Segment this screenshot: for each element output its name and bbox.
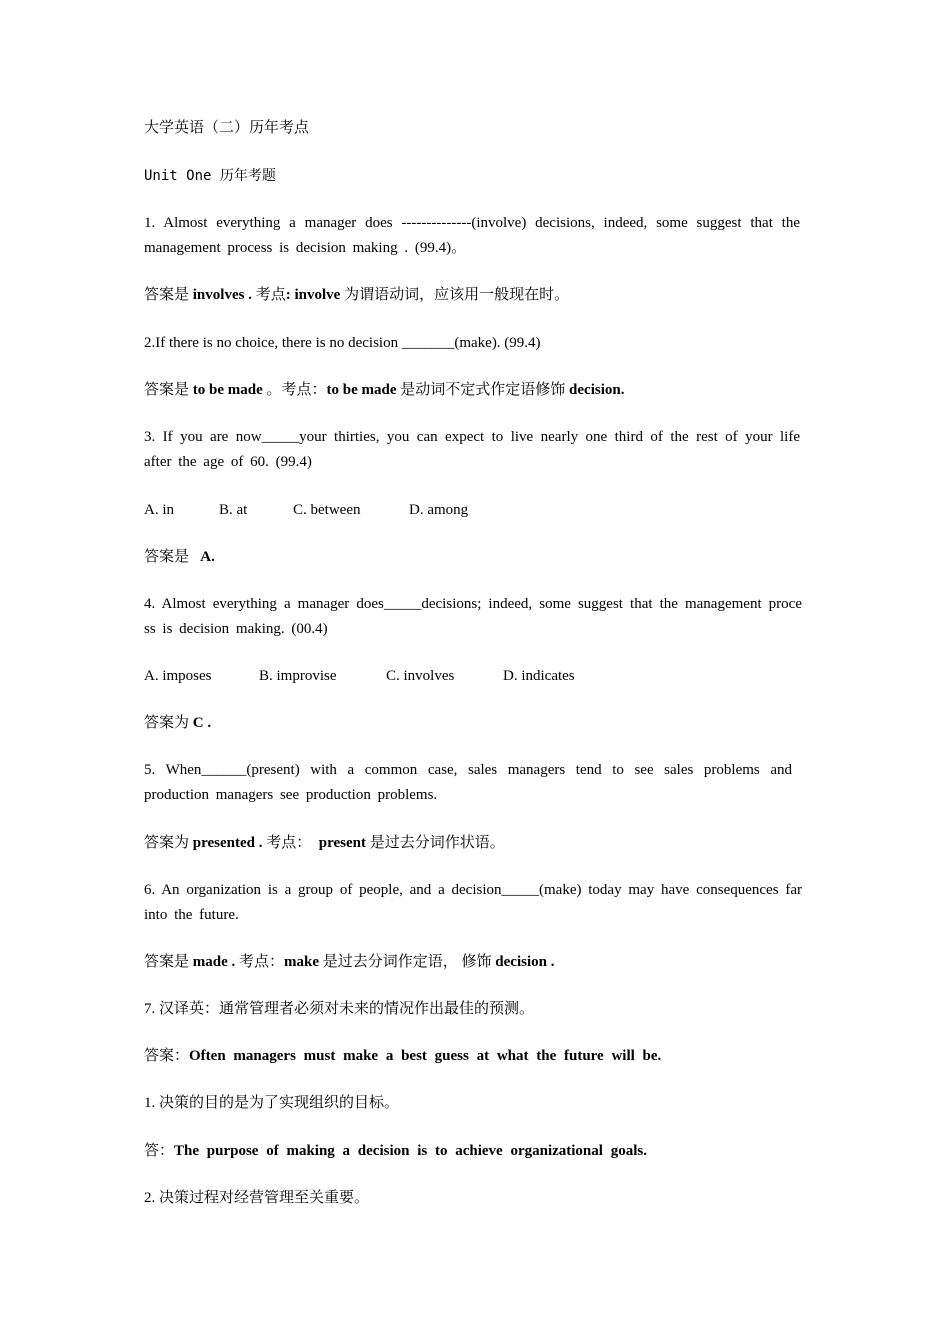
option-d: D. indicates	[503, 668, 575, 684]
option-d: D. among	[409, 502, 469, 518]
translation-1: 1. 决策的目的是为了实现组织的目标。	[144, 1095, 400, 1111]
answer-2: 答案是 to be made 。考点：to be made 是动词不定式作定语修饰 decision.	[144, 382, 625, 398]
option-b: B. at	[219, 502, 248, 518]
answer-7: 答案：Often managers must make a best guess at what the future will be.	[144, 1048, 662, 1064]
question-4: 4. Almost everything a manager does_____decisions; indeed, some suggest that the management process is decision making. (00.4)	[144, 596, 802, 637]
options-4	[144, 664, 804, 689]
question-5: 5. When______(present) with a common case, sales managers tend to see sales problems and production managers see production problems.	[144, 762, 792, 803]
translation-1-answer: 答：The purpose of making a decision is to achieve organizational goals.	[144, 1143, 647, 1159]
option-c: C. involves	[386, 668, 455, 684]
options-3	[144, 498, 804, 523]
answer-4: 答案为 C .	[144, 715, 212, 731]
answer-5: 答案为 presented . 考点： present 是过去分词作状语。	[144, 835, 505, 851]
question-7: 7. 汉译英：通常管理者必须对未来的情况作出最佳的预测。	[144, 1001, 535, 1017]
doc-title: 大学英语（二）历年考点	[144, 120, 310, 136]
question-6: 6. An organization is a group of people, and a decision_____(make) today may have consequences far into the future.	[144, 882, 802, 923]
option-c: C. between	[293, 502, 361, 518]
option-b: B. improvise	[259, 668, 337, 684]
question-3: 3. If you are now_____your thirties, you can expect to live nearly one third of the rest of your life after the age of 60. (99.4)	[144, 429, 800, 470]
question-2: 2.If there is no choice, there is no decision _______(make). (99.4)	[144, 335, 541, 351]
answer-1: 答案是 involves . 考点: involve 为谓语动词，应该用一般现在时。	[144, 287, 570, 303]
unit-heading: Unit One 历年考题	[144, 168, 276, 184]
translation-2: 2. 决策过程对经营管理至关重要。	[144, 1190, 370, 1206]
option-a: A. in	[144, 502, 174, 518]
answer-6: 答案是 made . 考点：make 是过去分词作定语， 修饰 decision .	[144, 954, 555, 970]
question-1: 1. Almost everything a manager does --------------(involve) decisions, indeed, some suggest that the management process is decision making . (99.4)。	[144, 215, 800, 256]
option-a: A. imposes	[144, 668, 212, 684]
answer-3: 答案是 A.	[144, 549, 215, 565]
